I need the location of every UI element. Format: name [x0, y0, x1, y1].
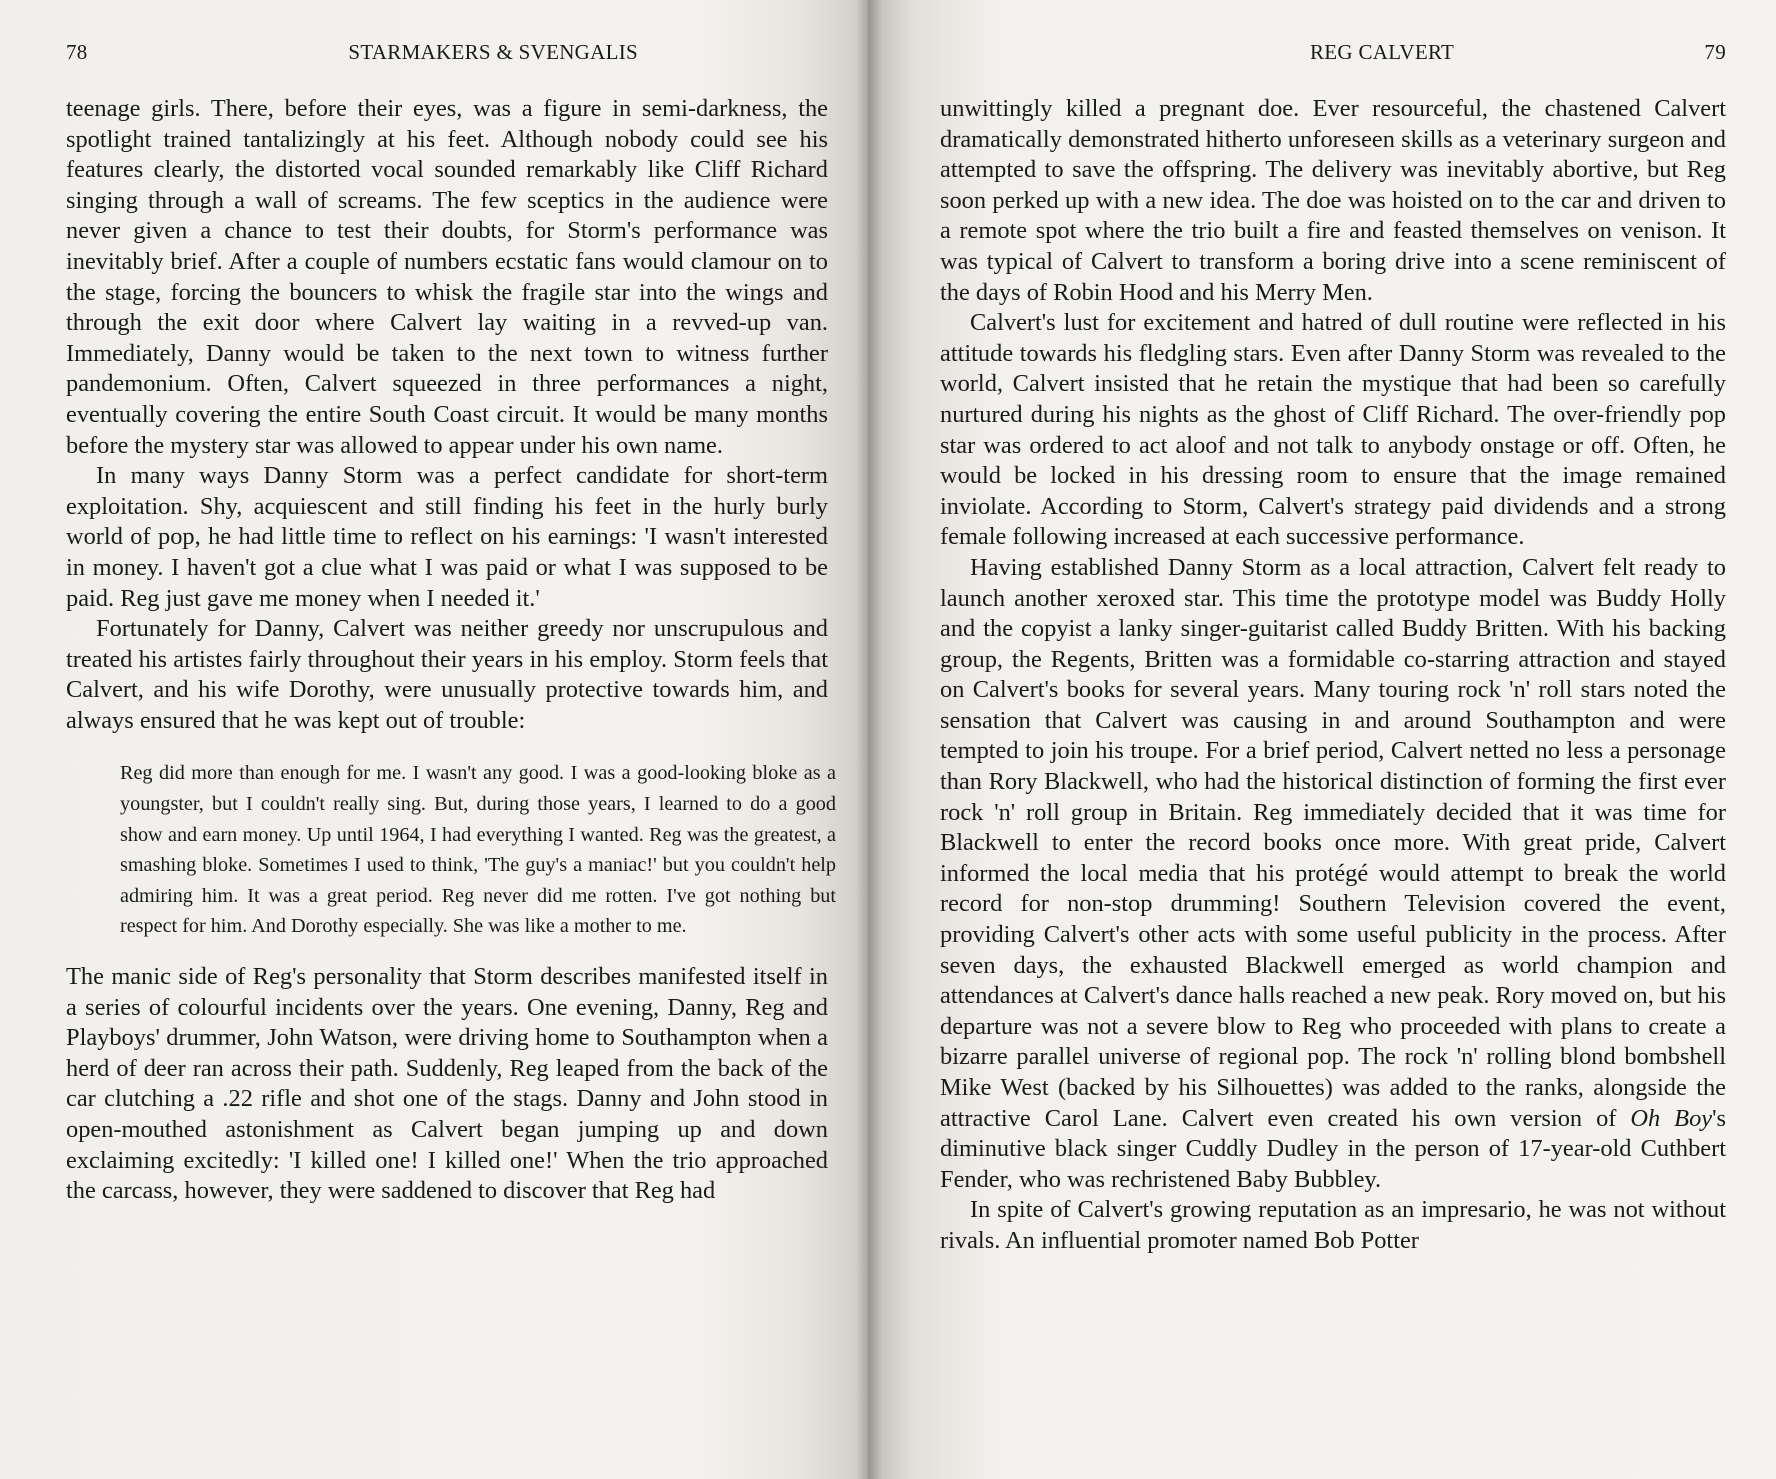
right-paragraph-1: unwittingly killed a pregnant doe. Ever resourceful, the chastened Calvert dramatically demonstrated hitherto unforeseen skills as a veterinary surgeon and attempted to save the offspring. The delivery was inevitably abortive, but Reg soon perked up with a new idea. The doe was hoisted on to the car and driven to a remote spot where the trio built a fire and feasted themselves on venison. It was typical of Calvert to transform a boring drive into a scene reminiscent of the days of Robin Hood and his Merry Men.: [940, 95, 1726, 306]
left-paragraph-4: The manic side of Reg's personality that Storm describes manifested itself in a series of colourful incidents over the years. One evening, Danny, Reg and Playboys' drummer, John Watson, were driving home to Southampton when a herd of deer ran across their path. Suddenly, Reg leaped from the back of the car clutching a .22 rifle and shot one of the stags. Danny and John stood in open-mouthed astonishment as Calvert began jumping up and down exclaiming excitedly: 'I killed one! I killed one!' When the trio approached the carcass, however, they were saddened to discover that Reg had: [66, 963, 828, 1205]
oh-boy-title: Oh Boy: [1630, 1104, 1713, 1132]
right-page-number: 79: [1704, 40, 1726, 64]
left-paragraph-1: teenage girls. There, before their eyes, was a figure in semi-darkness, the spotlight trained tantalizingly at his feet. Although nobody could see his features clearly, the distorted vocal sounded remarkably like Cliff Richard singing through a wall of screams. The few sceptics in the audience were never given a chance to test their doubts, for Storm's performance was inevitably brief. After a couple of numbers ecstatic fans would clamour on to the stage, forcing the bouncers to whisk the fragile star into the wings and through the exit door where Calvert lay waiting in a revved-up van. Immediately, Danny would be taken to the next town to witness further pandemonium. Often, Calvert squeezed in three performances a night, eventually covering the entire South Coast circuit. It would be many months before the mystery star was allowed to appear under his own name.: [66, 95, 828, 459]
right-paragraph-2: Calvert's lust for excitement and hatred of dull routine were reflected in his attitude towards his fledgling stars. Even after Danny Storm was revealed to the world, Calvert insisted that he retain the mystique that had been so carefully nurtured during his nights as the ghost of Cliff Richard. The over-friendly pop star was ordered to act aloof and not talk to anybody onstage or off. Often, he would be locked in his dressing room to ensure that the image remained inviolate. According to Storm, Calvert's strategy paid dividends and a strong female following increased at each successive performance.: [940, 309, 1726, 551]
right-running-title: REG CALVERT: [1310, 40, 1455, 64]
right-running-head: [940, 40, 1726, 80]
storm-quote-text: Reg did more than enough for me. I wasn't any good. I was a good-looking bloke as a youngster, but I couldn't really sing. But, during those years, I learned to do a good show and earn money. Up until 1964, I had everything I wanted. Reg was the greatest, a smashing bloke. Sometimes I used to think, 'The guy's a maniac!' but you couldn't help admiring him. It was a great period. Reg never did me rotten. I've got nothing but respect for him. And Dorothy especially. She was like a mother to me.: [120, 762, 836, 938]
right-page: [868, 0, 1776, 1479]
right-paragraph-3-text: Having established Danny Storm as a local attraction, Calvert felt ready to launch another xeroxed star. This time the prototype model was Buddy Holly and the copyist a lanky singer-guitarist called Buddy Britten. With his backing group, the Regents, Britten was a formidable co-starring attraction and stayed on Calvert's books for several years. Many touring rock 'n' roll stars noted the sensation that Calvert was causing in and around Southampton and were tempted to join his troupe. For a brief period, Calvert netted no less a personage than Rory Blackwell, who had the historical distinction of forming the first ever rock 'n' roll group in Britain. Reg immediately decided that it was time for Blackwell to enter the record books once more. With great pride, Calvert informed the local media that his protégé would attempt to break the world record for non-stop drumming! Southern Television covered the event, providing Calvert's other acts with some useful publicity in the process. After seven days, the exhausted Blackwell emerged as world champion and attendances at Calvert's dance halls reached a new peak. Rory moved on, but his departure was not a severe blow to Reg who proceeded with plans to create a bizarre parallel universe of regional pop. The rock 'n' rolling blond bombshell Mike West (backed by his Silhouettes) was added to the ranks, alongside the attractive Carol Lane. Calvert even created his own version of: [940, 553, 1726, 1132]
book-gutter-shadow: [856, 0, 882, 1479]
storm-quote: [120, 758, 836, 942]
left-paragraph-3: Fortunately for Danny, Calvert was neither greedy nor unscrupulous and treated his artistes fairly throughout their years in his employ. Storm feels that Calvert, and his wife Dorothy, were unusually protective towards him, and always ensured that he was kept out of trouble:: [66, 615, 828, 734]
right-paragraph-3: [940, 553, 1726, 1195]
left-running-head: [66, 40, 828, 80]
left-page-number: 78: [66, 40, 88, 64]
left-page-body: [66, 94, 836, 1207]
left-paragraph-2: In many ways Danny Storm was a perfect candidate for short-term exploitation. Shy, acquiescent and still finding his feet in the hurly burly world of pop, he had little time to reflect on his earnings: 'I wasn't interested in money. I haven't got a clue what I was paid or what I was supposed to be paid. Reg just gave me money when I needed it.': [66, 462, 828, 612]
right-paragraph-3-end: 's diminutive black singer Cuddly Dudley in the person of 17-year-old Cuthbert Fender, who was rechristened Baby Bubbley.: [940, 1104, 1726, 1193]
right-page-body: [940, 94, 1726, 1257]
right-paragraph-4: In spite of Calvert's growing reputation as an impresario, he was not without rivals. An influential promoter named Bob Potter: [940, 1196, 1726, 1254]
left-running-title: STARMAKERS & SVENGALIS: [348, 40, 638, 64]
left-page: [0, 0, 868, 1479]
